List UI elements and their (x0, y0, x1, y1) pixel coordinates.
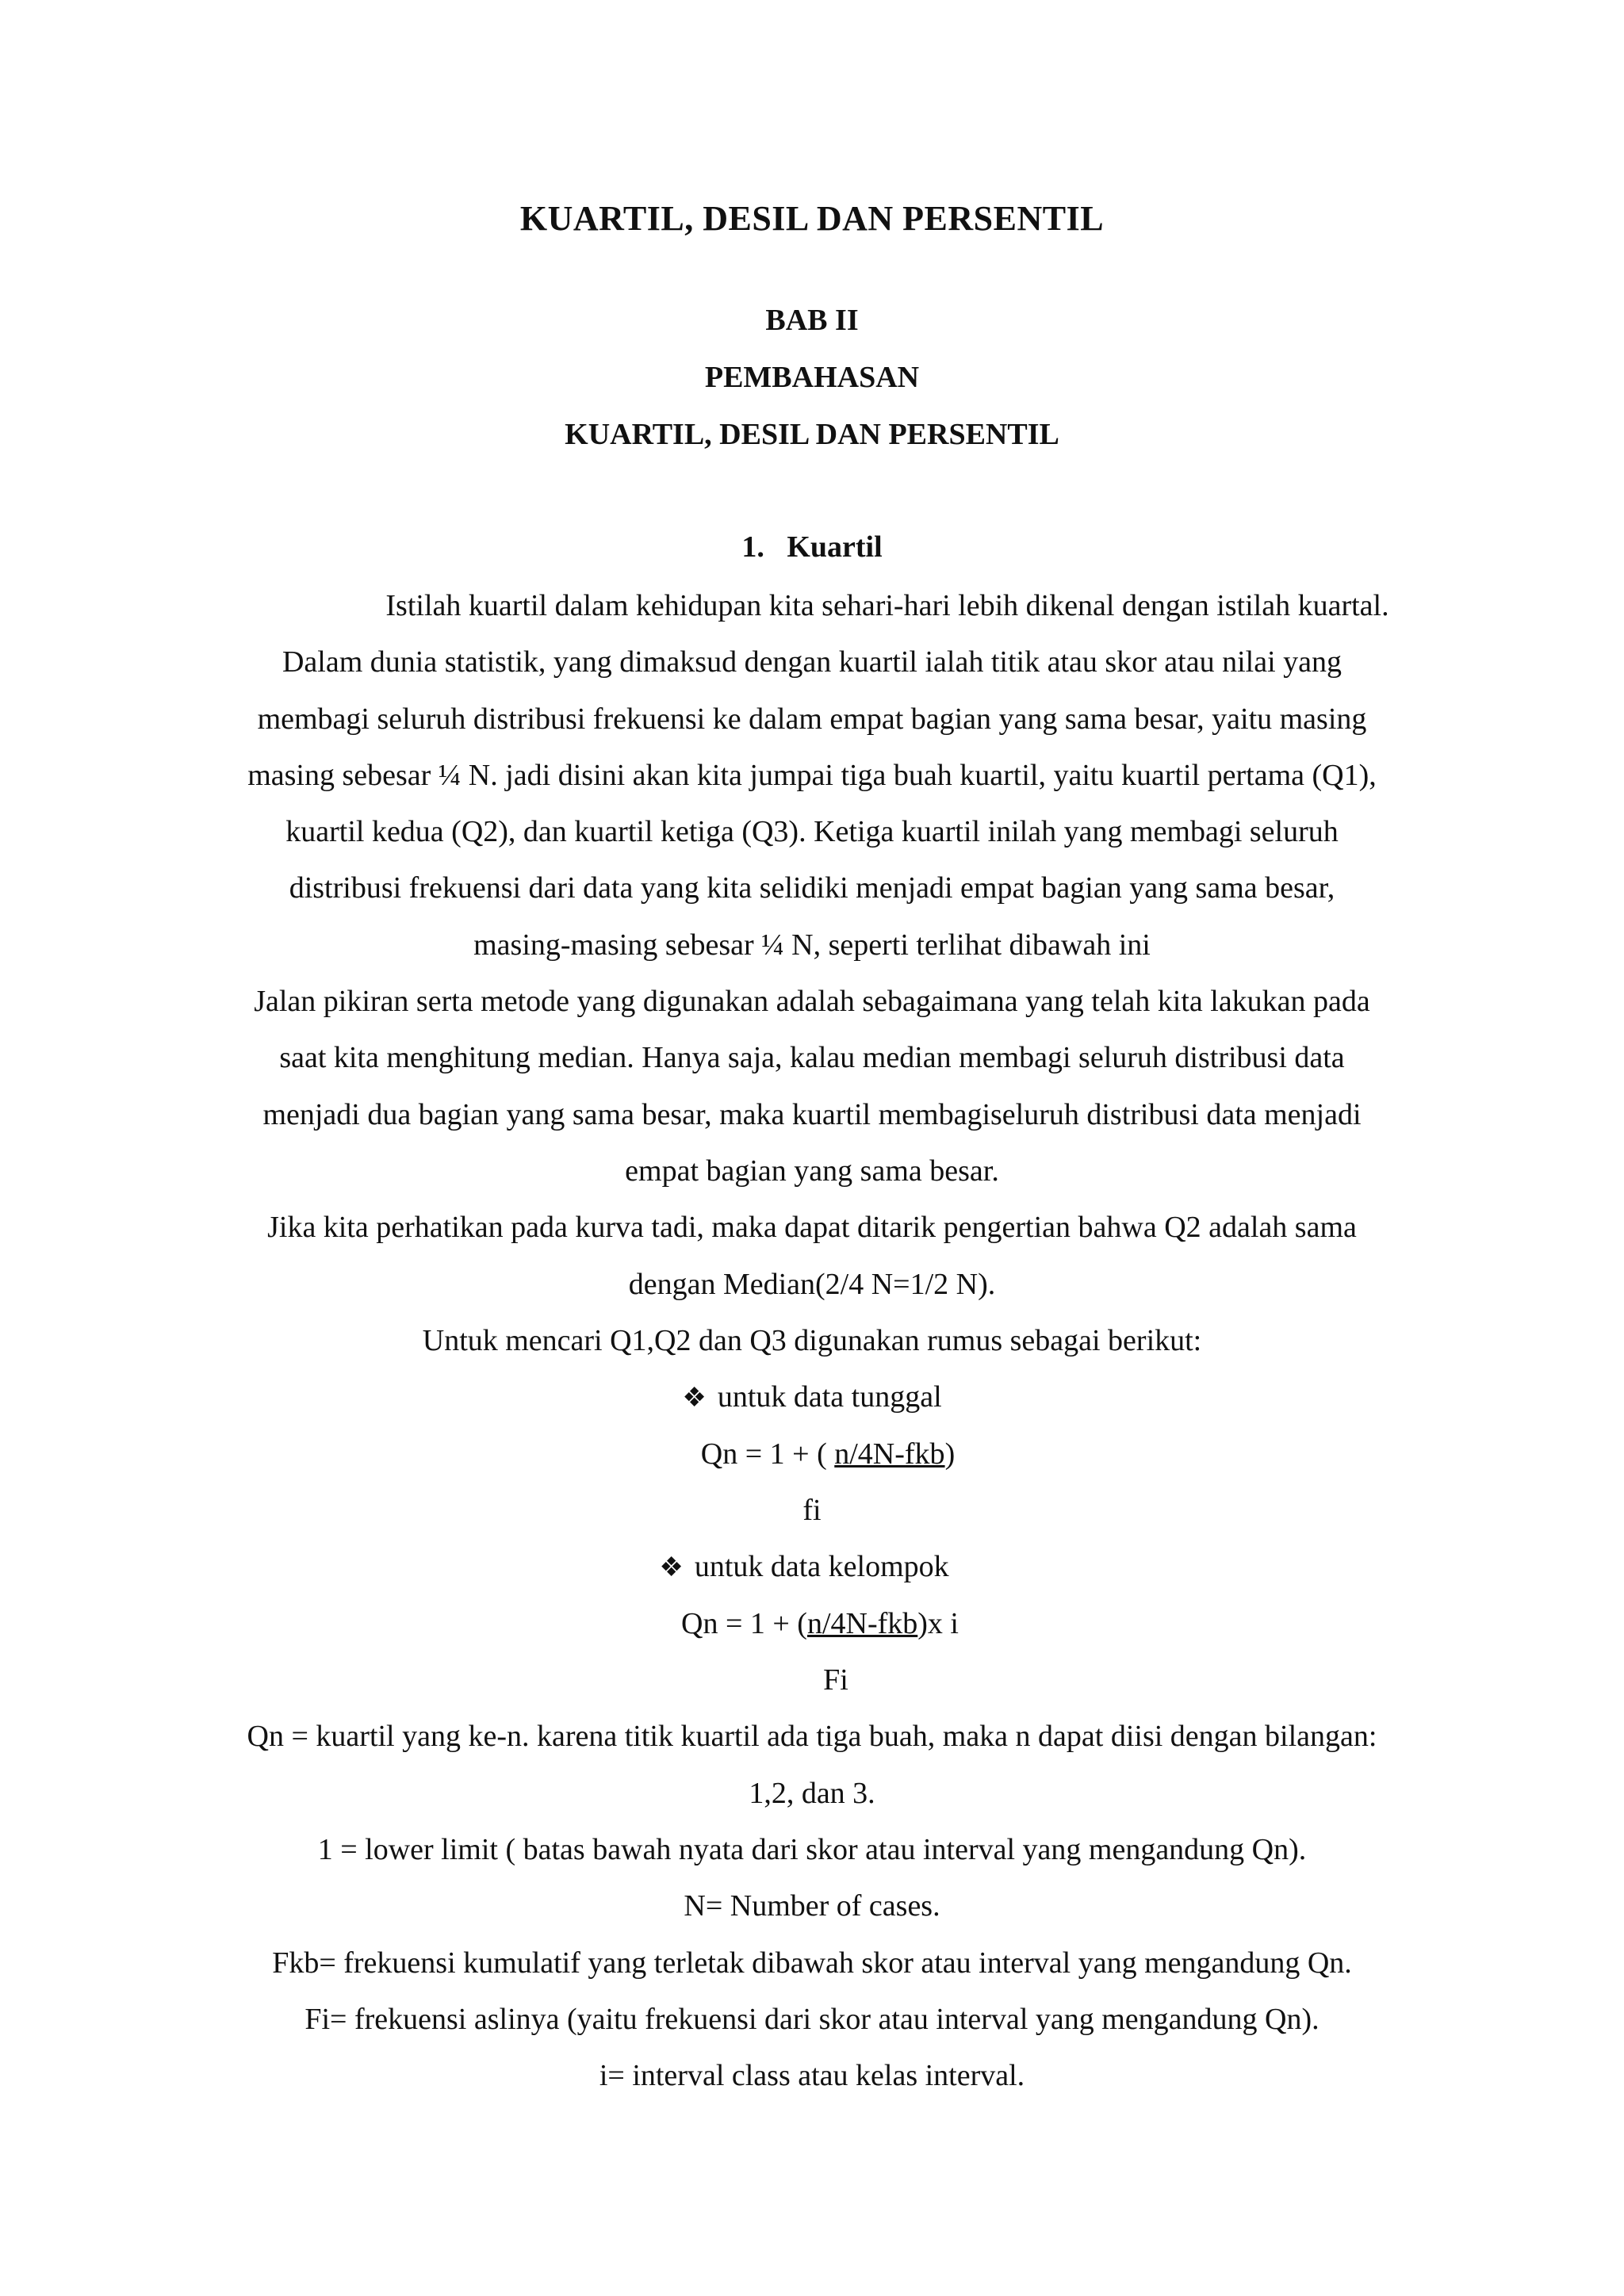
paragraph-line: membagi seluruh distribusi frekuensi ke dalam empat bagian yang sama besar, yaitu masing (257, 702, 1367, 736)
heading-text: Kuartil (787, 530, 883, 564)
bullet-label: untuk data kelompok (694, 1550, 949, 1583)
paragraph-line: Jalan pikiran serta metode yang digunakan adalah sebagaimana yang telah kita lakukan pada (254, 985, 1370, 1018)
section-heading: PEMBAHASAN (704, 361, 920, 394)
formula-prefix: Qn = 1 + ( (681, 1607, 807, 1640)
formula-numerator: n/4N-fkb (834, 1437, 945, 1471)
paragraph-line: distribusi frekuensi dari data yang kita selidiki menjadi empat bagian yang sama besar, (289, 871, 1335, 905)
formula-intro: Untuk mencari Q1,Q2 dan Q3 digunakan rumus sebagai berikut: (422, 1324, 1202, 1357)
chapter-heading: BAB II (765, 304, 859, 337)
subtitle-heading: KUARTIL, DESIL DAN PERSENTIL (565, 418, 1059, 451)
formula-single (16, 1435, 1624, 1473)
definition-line: 1,2, dan 3. (749, 1777, 875, 1810)
paragraph-line: Dalam dunia statistik, yang dimaksud dengan kuartil ialah titik atau skor atau nilai yang (282, 645, 1342, 679)
paragraph-line: kuartil kedua (Q2), dan kuartil ketiga (Q3). Ketiga kuartil inilah yang membagi seluruh (285, 815, 1339, 848)
paragraph-line: empat bagian yang sama besar. (625, 1154, 999, 1188)
bullet-single-data (0, 1378, 1624, 1418)
bullet-label: untuk data tunggal (717, 1380, 942, 1414)
formula-numerator: n/4N-fkb (806, 1607, 918, 1640)
kuartil-heading (0, 528, 1624, 566)
formula-suffix: )x i (917, 1607, 959, 1640)
paragraph-line: Istilah kuartil dalam kehidupan kita sehari-hari lebih dikenal dengan istilah kuartal. (385, 589, 1389, 622)
paragraph-line: dengan Median(2/4 N=1/2 N). (628, 1268, 996, 1301)
paragraph-line: masing sebesar ¼ N. jadi disini akan kita jumpai tiga buah kuartil, yaitu kuartil pertama (Q1), (247, 759, 1377, 792)
bullet-group-data (0, 1548, 1616, 1587)
formula-group (8, 1605, 1624, 1643)
diamond-bullet-icon: ❖ (682, 1383, 707, 1413)
definition-line: Qn = kuartil yang ke-n. karena titik kuartil ada tiga buah, maka n dapat diisi dengan bilangan: (247, 1720, 1377, 1753)
definition-line: Fkb= frekuensi kumulatif yang terletak dibawah skor atau interval yang mengandung Qn. (272, 1946, 1352, 1980)
definition-line: N= Number of cases. (684, 1889, 940, 1923)
formula-prefix: Qn = 1 + ( (700, 1437, 835, 1471)
definition-line: i= interval class atau kelas interval. (599, 2059, 1025, 2092)
formula-suffix: ) (944, 1437, 956, 1471)
formula-group-denominator: Fi (823, 1663, 848, 1697)
definition-line: 1 = lower limit ( batas bawah nyata dari skor atau interval yang mengandung Qn). (317, 1833, 1307, 1866)
document-title: KUARTIL, DESIL DAN PERSENTIL (519, 199, 1105, 238)
paragraph-line: menjadi dua bagian yang sama besar, maka kuartil membagiseluruh distribusi data menjadi (262, 1098, 1362, 1131)
formula-single-denominator: fi (802, 1494, 822, 1527)
paragraph-line: Jika kita perhatikan pada kurva tadi, maka dapat ditarik pengertian bahwa Q2 adalah sama (267, 1211, 1357, 1244)
paragraph-line: masing-masing sebesar ¼ N, seperti terlihat dibawah ini (473, 928, 1151, 962)
diamond-bullet-icon: ❖ (659, 1553, 684, 1582)
definition-line: Fi= frekuensi aslinya (yaitu frekuensi dari skor atau interval yang mengandung Qn). (304, 2003, 1320, 2036)
paragraph-line: saat kita menghitung median. Hanya saja, kalau median membagi seluruh distribusi data (279, 1041, 1345, 1074)
heading-number: 1. (741, 530, 764, 564)
